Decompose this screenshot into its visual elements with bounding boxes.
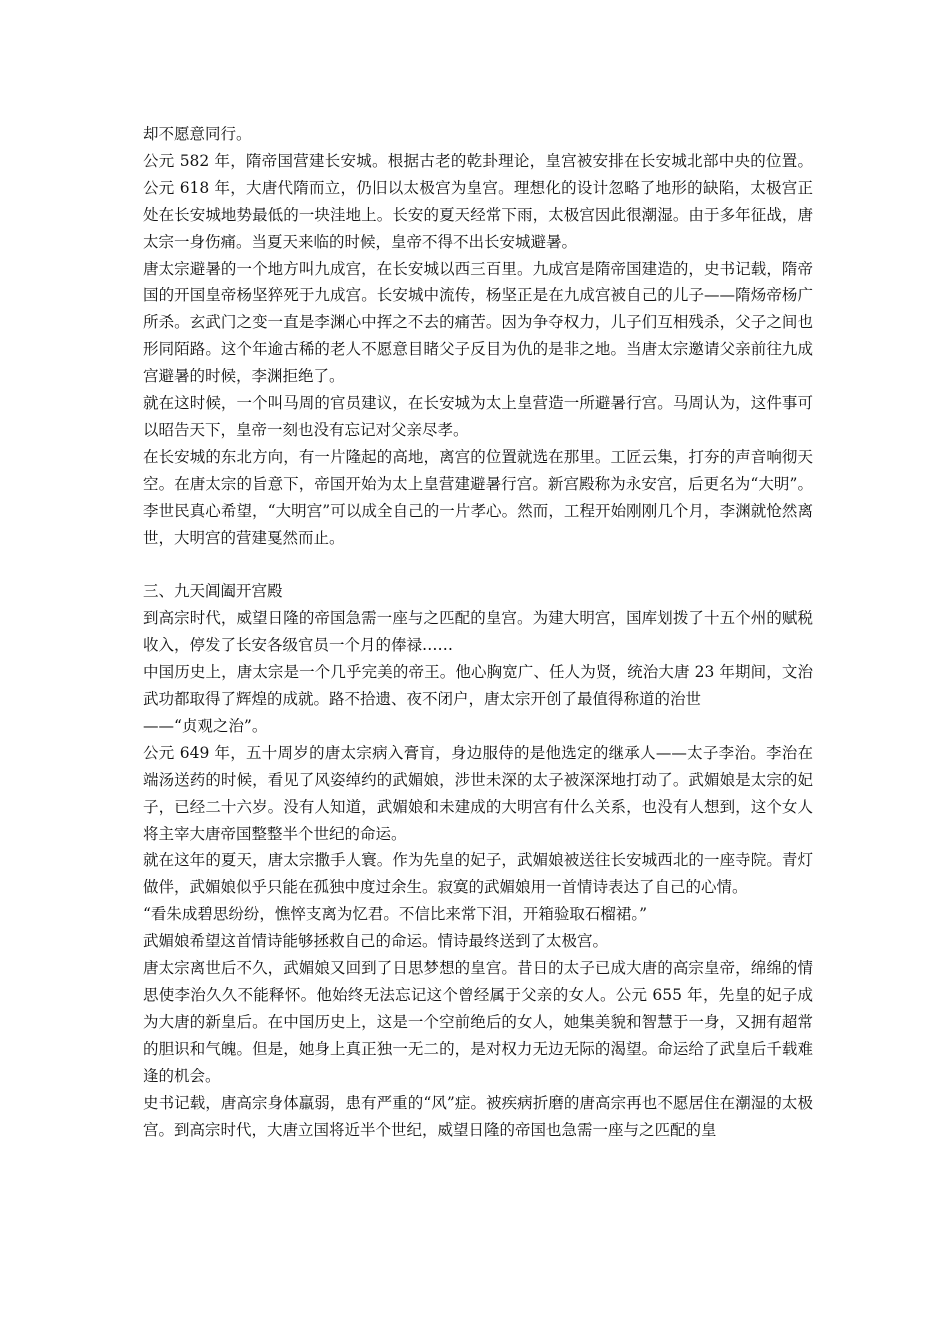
paragraph: 公元 582 年，隋帝国营建长安城。根据古老的乾卦理论，皇宫被安排在长安城北部中央的位置。公元 618 年，大唐代隋而立，仍旧以太极宫为皇宫。理想化的设计忽略了地形的缺陷，太极宫正处在长安城地势最低的一块洼地上。长安的夏天经常下雨，太极宫因此很潮湿。由于多年征战，唐太宗一身伤痛。当夏天来临的时候，皇帝不得不出长安城避暑。 xyxy=(143,151,813,251)
section-heading: 三、九天阊阖开宫殿 xyxy=(143,582,283,601)
document-body xyxy=(143,121,813,1143)
paragraph: 却不愿意同行。 xyxy=(143,125,252,143)
blank-line xyxy=(143,552,813,579)
paragraph: 唐太宗离世后不久，武媚娘又回到了日思梦想的皇宫。昔日的太子已成大唐的高宗皇帝，绵绵的情思使李治久久不能释怀。他始终无法忘记这个曾经属于父亲的女人。公元 655 年，先皇的妃子成为大唐的新皇后。在中国历史上，这是一个空前绝后的女人，她集美貌和智慧于一身，又拥有超常的胆识和气魄。但是，她身上真正独一无二的，是对权力无边无际的渴望。命运给了武皇后千载难逢的机会。 xyxy=(143,959,813,1085)
paragraph: 武媚娘希望这首情诗能够拯救自己的命运。情诗最终送到了太极宫。 xyxy=(143,932,609,951)
paragraph: 在长安城的东北方向，有一片隆起的高地，离宫的位置就选在那里。工匠云集，打夯的声音响彻天空。在唐太宗的旨意下，帝国开始为太上皇营建避暑行宫。新宫殿称为永安宫，后更名为“大明”。李世民真心希望，“大明宫”可以成全自己的一片孝心。然而，工程开始刚刚几个月，李渊就怆然离世，大明宫的营建戛然而止。 xyxy=(143,447,813,547)
paragraph: 中国历史上，唐太宗是一个几乎完美的帝王。他心胸宽广、任人为贤，统治大唐 23 年期间，文治武功都取得了辉煌的成就。路不拾遗、夜不闭户，唐太宗开创了最值得称道的治世 xyxy=(143,663,813,709)
paragraph: 到高宗时代，威望日隆的帝国急需一座与之匹配的皇宫。为建大明宫，国库划拨了十五个州的赋税收入，停发了长安各级官员一个月的俸禄…… xyxy=(143,609,813,655)
poem-quote: “看朱成碧思纷纷，憔悴支离为忆君。不信比来常下泪，开箱验取石榴裙。” xyxy=(143,905,648,924)
paragraph: 史书记载，唐高宗身体羸弱，患有严重的“风”症。被疾病折磨的唐高宗再也不愿居住在潮湿的太极宫。到高宗时代，大唐立国将近半个世纪，威望日隆的帝国也急需一座与之匹配的皇 xyxy=(143,1093,813,1139)
paragraph: 唐太宗避暑的一个地方叫九成宫，在长安城以西三百里。九成宫是隋帝国建造的，史书记载，隋帝国的开国皇帝杨坚猝死于九成宫。长安城中流传，杨坚正是在九成宫被自己的儿子——隋炀帝杨广所杀。玄武门之变一直是李渊心中挥之不去的痛苦。因为争夺权力，儿子们互相残杀，父子之间也形同陌路。这个年逾古稀的老人不愿意目睹父子反目为仇的是非之地。当唐太宗邀请父亲前往九成宫避暑的时候，李渊拒绝了。 xyxy=(143,259,813,386)
paragraph: 公元 649 年，五十周岁的唐太宗病入膏肓，身边服侍的是他选定的继承人——太子李治。李治在端汤送药的时候，看见了风姿绰约的武媚娘，涉世未深的太子被深深地打动了。武媚娘是太宗的妃子，已经二十六岁。没有人知道，武媚娘和未建成的大明宫有什么关系，也没有人想到，这个女人将主宰大唐帝国整整半个世纪的命运。 xyxy=(143,743,813,843)
paragraph: 就在这年的夏天，唐太宗撒手人寰。作为先皇的妃子，武媚娘被送往长安城西北的一座寺院。青灯做伴，武媚娘似乎只能在孤独中度过余生。寂寞的武媚娘用一首情诗表达了自己的心情。 xyxy=(143,851,813,897)
paragraph: 就在这时候，一个叫马周的官员建议，在长安城为太上皇营造一所避暑行宫。马周认为，这件事可以昭告天下，皇帝一刻也没有忘记对父亲尽孝。 xyxy=(143,394,813,439)
paragraph: ——“贞观之治”。 xyxy=(143,716,268,735)
